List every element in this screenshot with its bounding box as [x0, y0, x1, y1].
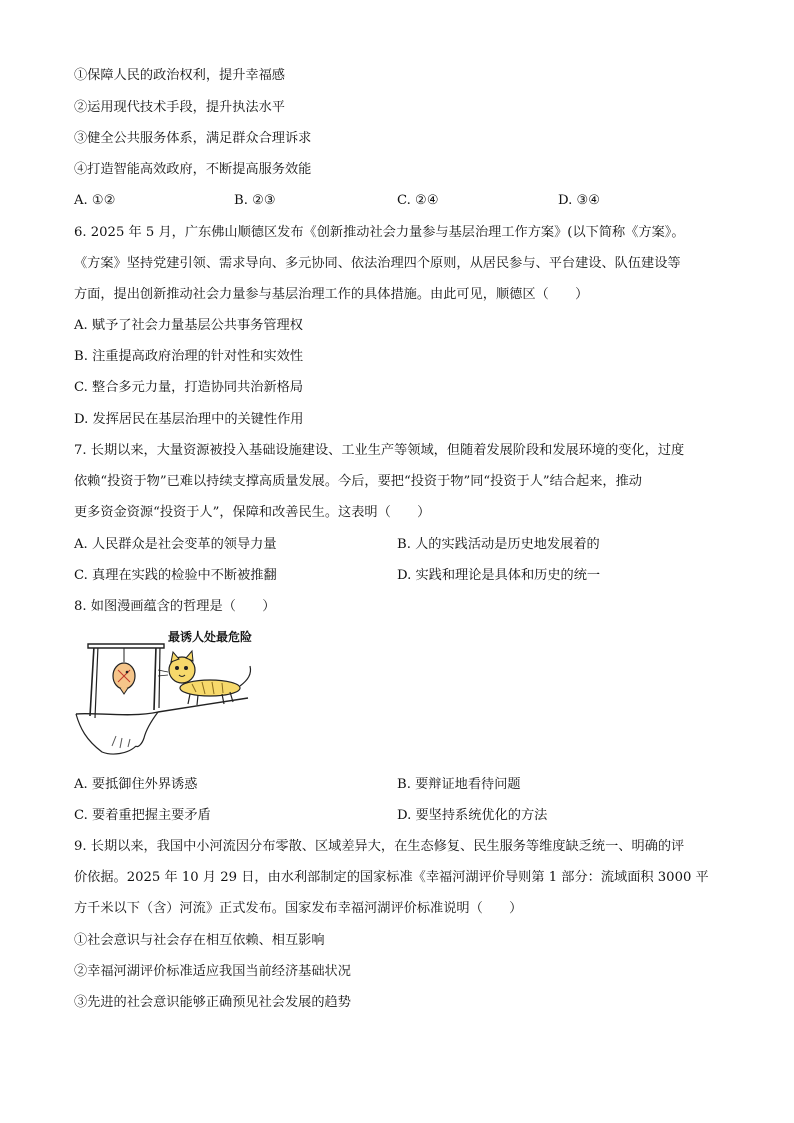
q6-option-d: D. 发挥居民在基层治理中的关键性作用	[74, 412, 304, 427]
q7-stem-line-2: 依赖“投资于物”已难以持续支撑高质量发展。今后，要把“投资于物”同“投资于人”结合起来，推动	[74, 474, 642, 489]
q5-option-a: A. ①②	[74, 193, 116, 208]
q9-statement-2: ②幸福河湖评价标准适应我国当前经济基础状况	[74, 964, 351, 979]
q6-stem-line-1: 6. 2025 年 5 月，广东佛山顺德区发布《创新推动社会力量参与基层治理工作方案》(以下简称《方案》。	[74, 225, 685, 240]
q7-option-d: D. 实践和理论是具体和历史的统一	[397, 568, 601, 583]
cartoon-drawing	[72, 628, 262, 758]
q8-option-b: B. 要辩证地看待问题	[397, 777, 521, 792]
q8-cartoon	[72, 628, 262, 758]
q5-statement-4: ④打造智能高效政府，不断提高服务效能	[74, 162, 312, 177]
q9-stem-line-1: 9. 长期以来，我国中小河流因分布零散、区域差异大，在生态修复、民生服务等维度缺乏统一、明确的评	[74, 839, 685, 854]
q8-option-d: D. 要坚持系统优化的方法	[397, 808, 548, 823]
q8-stem: 8. 如图漫画蕴含的哲理是（ ）	[74, 599, 276, 614]
q5-statement-2: ②运用现代技术手段，提升执法水平	[74, 100, 285, 115]
q7-option-b: B. 人的实践活动是历史地发展着的	[397, 537, 600, 552]
q7-option-c: C. 真理在实践的检验中不断被推翻	[74, 568, 277, 583]
q5-option-c: C. ②④	[397, 193, 439, 208]
q9-statement-1: ①社会意识与社会存在相互依赖、相互影响	[74, 933, 325, 948]
q5-option-b: B. ②③	[234, 193, 276, 208]
q9-statement-3: ③先进的社会意识能够正确预见社会发展的趋势	[74, 995, 351, 1010]
q6-option-b: B. 注重提高政府治理的针对性和实效性	[74, 349, 304, 364]
q9-stem-line-2: 价依据。2025 年 10 月 29 日，由水利部制定的国家标准《幸福河湖评价导则第 1 部分：流域面积 3000 平	[74, 870, 709, 885]
q5-statement-3: ③健全公共服务体系，满足群众合理诉求	[74, 131, 312, 146]
q6-option-c: C. 整合多元力量，打造协同共治新格局	[74, 380, 304, 395]
q6-option-a: A. 赋予了社会力量基层公共事务管理权	[74, 318, 303, 333]
q7-stem-line-3: 更多资金资源“投资于人”，保障和改善民生。这表明（ ）	[74, 505, 431, 520]
q9-stem-line-3: 方千米以下（含）河流》正式发布。国家发布幸福河湖评价标准说明（ ）	[74, 901, 523, 916]
q8-option-a: A. 要抵御住外界诱惑	[74, 777, 198, 792]
q8-option-c: C. 要着重把握主要矛盾	[74, 808, 211, 823]
q5-statement-1: ①保障人民的政治权利，提升幸福感	[74, 68, 285, 83]
q7-stem-line-1: 7. 长期以来，大量资源被投入基础设施建设、工业生产等领域，但随着发展阶段和发展环境的变化，过度	[74, 443, 685, 458]
q6-stem-line-2: 《方案》坚持党建引领、需求导向、多元协同、依法治理四个原则，从居民参与、平台建设、队伍建设等	[74, 256, 681, 271]
q6-stem-line-3: 方面，提出创新推动社会力量参与基层治理工作的具体措施。由此可见，顺德区（ ）	[74, 287, 589, 302]
q7-option-a: A. 人民群众是社会变革的领导力量	[74, 537, 277, 552]
cartoon-title: 最诱人处最危险	[168, 630, 253, 644]
q5-option-d: D. ③④	[558, 193, 601, 208]
